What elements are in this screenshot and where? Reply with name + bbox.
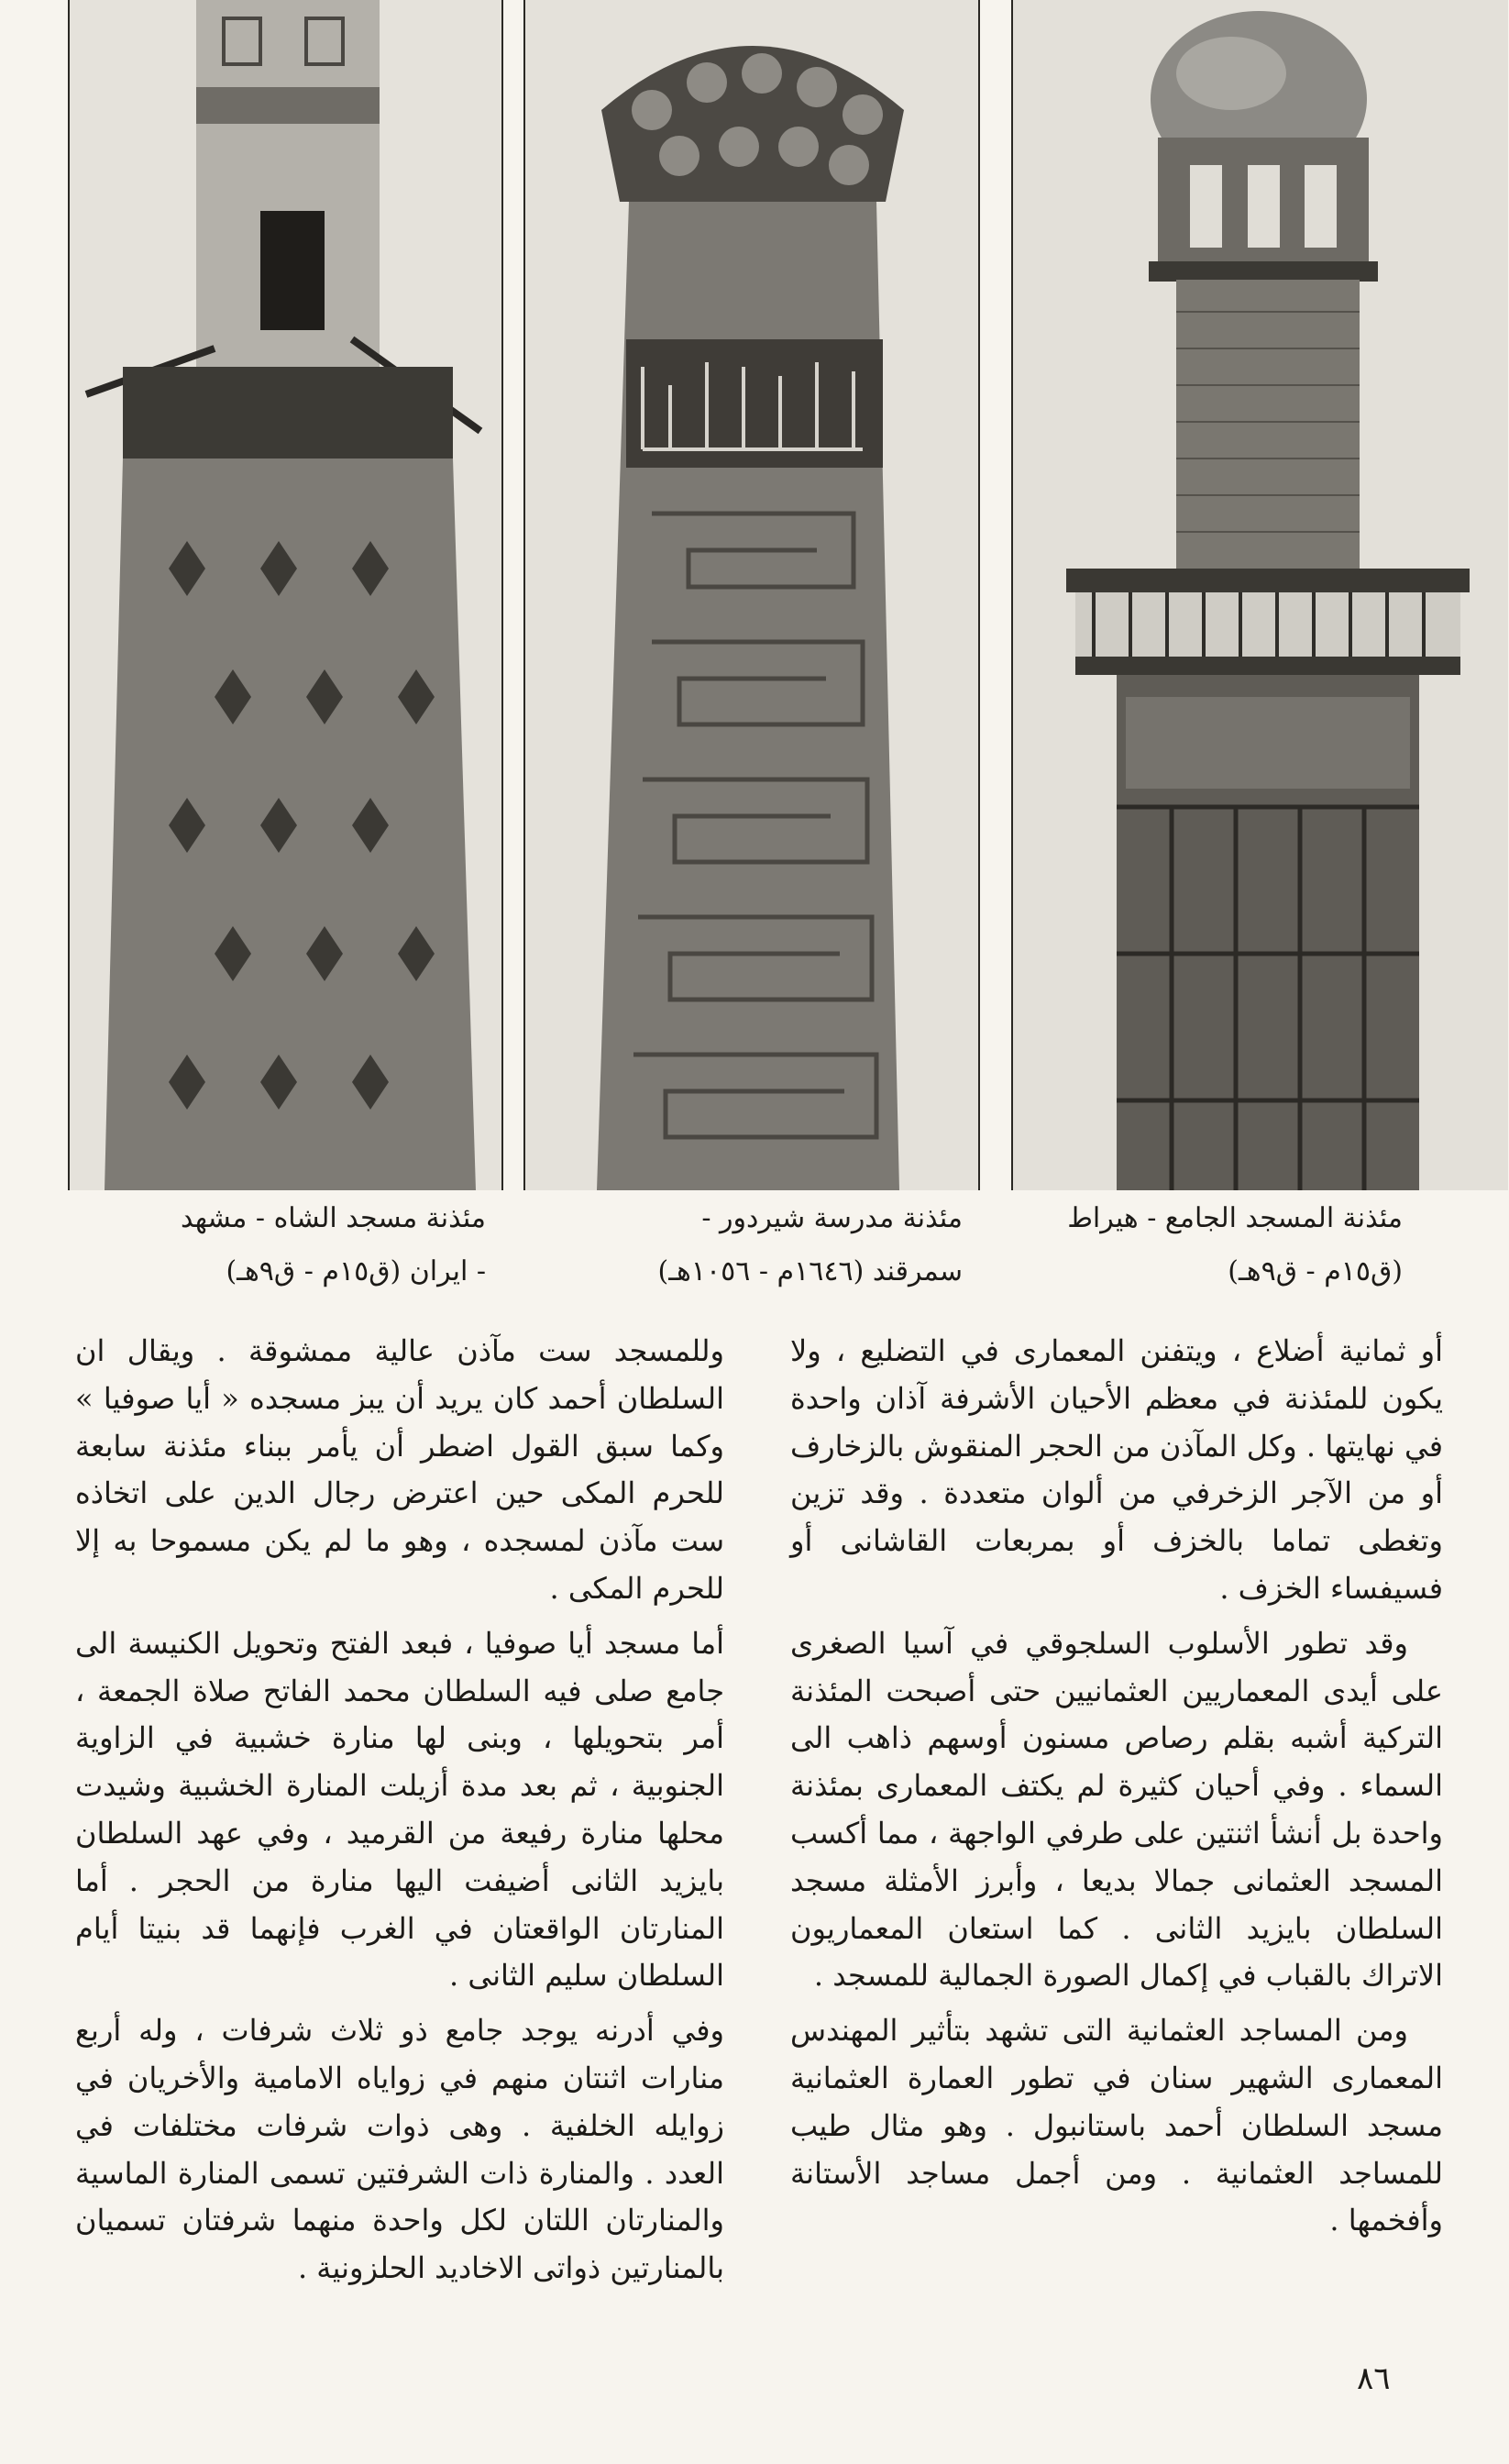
paragraph: وفي أدرنه يوجد جامع ذو ثلاث شرفات ، وله أربع منارات اثنتان منهم في زواياه الامامية والأخريان في زوايله الخلفية . وهى ذوات شرفات مختلفات في العدد . والمنارة ذات الشرفتين تسمى المنارة الماسية والمنارتان اللتان لكل واحدة منهما شرفتان تسميان بالمنارتين ذواتى الاخاديد الحلزونية . [75,2013,725,2286]
paragraph: أما مسجد أيا صوفيا ، فبعد الفتح وتحويل الكنيسة الى جامع صلى فيه السلطان محمد الفاتح صلاة الجمعة ، أمر بتحويلها ، وبنى لها منارة خشبية في الزاوية الجنوبية ، ثم بعد مدة أزيلت المنارة الخشبية وشيدت محلها منارة رفيعة من القرميد ، وفي عهد السلطان بايزيد الثانى أضيفت اليها منارة من الحجر . أما المنارتان الواقعتان في الغرب فإنهما قد بنيتا أيام السلطان سليم الثانى . [75,1625,724,1994]
caption-mashhad [83,1192,486,1298]
paragraph: ومن المساجد العثمانية التى تشهد بتأثير المهندس المعمارى الشهير سنان في تطور العمارة العثمانية مسجد السلطان أحمد باستانبول . وهو مثال طيب للمساجد العثمانية . ومن أجمل مساجد الأستانة وأفخمها . [790,2013,1443,2238]
text-column-left [75,1328,724,2300]
caption-herat [1045,1192,1403,1298]
caption-herat-date: (ق١٥م - ق٩هـ) [1228,1255,1403,1287]
caption-herat-title: مئذنة المسجد الجامع - هيراط [1067,1202,1403,1234]
paragraph: وقد تطور الأسلوب السلجوقي في آسيا الصغرى على أيدى المعماريين العثمانيين حتى أصبحت المئذنة التركية أشبه بقلم رصاص مسنون أوسهم ذاهب الى السماء . وفي أحيان كثيرة لم يكتف المعمارى بمئذنة واحدة بل أنشأ اثنتين على طرفي الواجهة ، مما أكسب المسجد العثمانى جمالا بديعا ، وأبرز الأمثلة مسجد السلطان بايزيد الثانى . كما استعان المعماريون الاتراك بالقباب في إكمال الصورة الجمالية للمسجد . [790,1625,1443,1994]
caption-shirdor-title: مئذنة مدرسة شيردور - [701,1202,963,1234]
page-number: ٨٦ [1357,2360,1391,2397]
paragraph: وللمسجد ست مآذن عالية ممشوقة . ويقال ان السلطان أحمد كان يريد أن يبز مسجده « أيا صوفيا » وكما سبق القول اضطر أن يأمر ببناء مئذنة سابعة للحرم المكى حين اعترض رجال الدين على اتخاذه ست مآذن لمسجده ، وهو ما لم يكن مسموحا به إلا للحرم المكى . [75,1333,724,1606]
paragraph: أو ثمانية أضلاع ، ويتفنن المعمارى في التضليع ، ولا يكون للمئذنة في معظم الأحيان الأشرفة آذان واحدة في نهايتها . وكل المآذن من الحجر المنقوش بالزخارف أو من الآجر الزخرفي من ألوان متعددة . وقد تزين وتغطى تماما بالخزف أو بمربعات القاشانى أو فسيفساء الخزف . [790,1333,1444,1606]
photo-herat-minaret [1011,0,1508,1190]
caption-shirdor [541,1192,963,1298]
photo-shirdor-minaret [523,0,980,1190]
text-column-right [790,1328,1443,2252]
caption-mashhad-date: - ايران (ق١٥م - ق٩هـ) [226,1255,486,1287]
photo-mashhad-minaret [68,0,503,1190]
caption-mashhad-title: مئذنة مسجد الشاه - مشهد [180,1202,486,1234]
caption-shirdor-date: سمرقند (١٦٤٦م - ١٠٥٦هـ) [657,1255,963,1287]
